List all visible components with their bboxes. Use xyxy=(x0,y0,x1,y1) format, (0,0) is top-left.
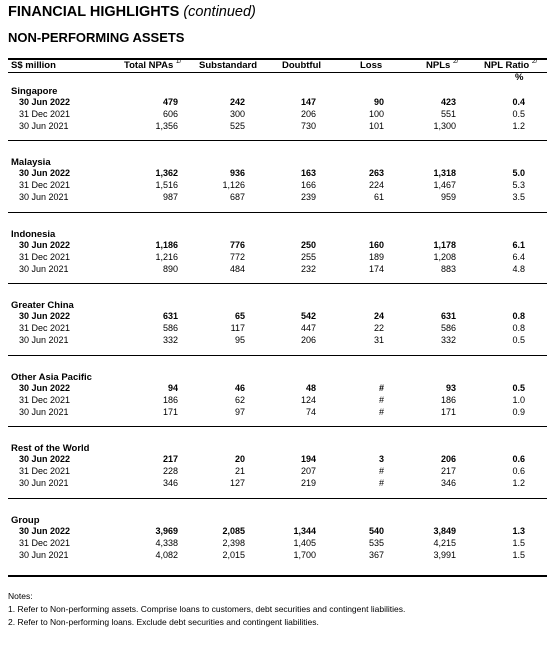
npls-cell: 3,849 xyxy=(433,526,456,536)
total-cell: 1,186 xyxy=(155,240,178,250)
loss-cell: 189 xyxy=(368,252,384,262)
npl-ratio-label: NPL Ratio xyxy=(484,60,530,71)
table-row xyxy=(0,180,554,192)
table-bottom-rule xyxy=(8,575,547,577)
region-name: Group xyxy=(11,515,40,526)
sub-cell: 2,398 xyxy=(222,538,245,548)
doubt-cell: 206 xyxy=(300,109,316,119)
total-cell: 606 xyxy=(162,109,178,119)
loss-cell: 224 xyxy=(368,180,384,190)
column-header-npl-ratio xyxy=(484,60,537,71)
table-row xyxy=(0,538,554,550)
doubt-cell: 48 xyxy=(305,383,316,393)
period-cell: 30 Jun 2022 xyxy=(19,383,71,393)
total-cell: 186 xyxy=(162,395,178,405)
sub-cell: 776 xyxy=(229,240,245,250)
npls-cell: 186 xyxy=(440,395,456,405)
sub-cell: 127 xyxy=(229,478,245,488)
region-name: Greater China xyxy=(11,300,74,311)
loss-cell: 22 xyxy=(373,323,384,333)
loss-cell: 535 xyxy=(368,538,384,548)
doubt-cell: 147 xyxy=(300,97,316,107)
note-1: 1. Refer to Non-performing assets. Comprise loans to customers, debt securities and contingent liabilities. xyxy=(8,604,406,614)
table-row xyxy=(0,121,554,133)
npls-cell: 423 xyxy=(440,97,456,107)
table-row xyxy=(0,550,554,562)
doubt-cell: 447 xyxy=(300,323,316,333)
title-suffix: (continued) xyxy=(183,4,256,20)
total-cell: 987 xyxy=(162,192,178,202)
period-cell: 30 Jun 2021 xyxy=(19,192,69,202)
ratio-cell: 1.0 xyxy=(512,395,525,405)
npls-cell: 206 xyxy=(440,454,456,464)
period-cell: 31 Dec 2021 xyxy=(19,109,71,119)
total-cell: 479 xyxy=(162,97,178,107)
total-cell: 346 xyxy=(162,478,178,488)
table-row xyxy=(0,526,554,538)
npls-cell: 1,467 xyxy=(433,180,456,190)
ratio-cell: 4.8 xyxy=(512,264,525,274)
table-row xyxy=(0,192,554,204)
doubt-cell: 207 xyxy=(300,466,316,476)
sub-cell: 1,126 xyxy=(222,180,245,190)
section-divider xyxy=(8,140,547,141)
note-2: 2. Refer to Non-performing loans. Exclude debt securities and contingent liabilities. xyxy=(8,617,319,627)
npls-cell: 1,300 xyxy=(433,121,456,131)
loss-cell: 24 xyxy=(373,311,384,321)
period-cell: 30 Jun 2021 xyxy=(19,121,69,131)
period-cell: 30 Jun 2022 xyxy=(19,454,71,464)
table-row xyxy=(0,264,554,276)
period-cell: 31 Dec 2021 xyxy=(19,180,71,190)
doubt-cell: 239 xyxy=(300,192,316,202)
total-cell: 332 xyxy=(162,335,178,345)
period-cell: 30 Jun 2021 xyxy=(19,550,69,560)
doubt-cell: 166 xyxy=(300,180,316,190)
column-header-doubtful: Doubtful xyxy=(282,60,322,71)
period-cell: 31 Dec 2021 xyxy=(19,395,71,405)
total-cell: 1,516 xyxy=(155,180,178,190)
npls-cell: 93 xyxy=(445,383,456,393)
notes-heading: Notes: xyxy=(8,591,33,601)
total-cell: 586 xyxy=(162,323,178,333)
ratio-cell: 5.3 xyxy=(512,180,525,190)
page-title xyxy=(8,4,256,20)
sub-cell: 95 xyxy=(234,335,245,345)
loss-cell: 3 xyxy=(378,454,384,464)
period-cell: 31 Dec 2021 xyxy=(19,252,71,262)
table-row xyxy=(0,478,554,490)
sub-cell: 936 xyxy=(229,168,245,178)
npls-cell: 332 xyxy=(440,335,456,345)
ratio-cell: 0.8 xyxy=(512,323,525,333)
total-cell: 890 xyxy=(162,264,178,274)
total-npas-label: Total NPAs xyxy=(124,60,174,71)
total-npas-footnote: 1/ xyxy=(175,58,182,65)
ratio-cell: 6.1 xyxy=(512,240,525,250)
loss-cell: 263 xyxy=(368,168,384,178)
npls-footnote: 2/ xyxy=(452,58,459,65)
loss-cell: # xyxy=(378,478,384,488)
period-cell: 30 Jun 2022 xyxy=(19,240,71,250)
ratio-cell: 1.5 xyxy=(512,550,525,560)
total-cell: 94 xyxy=(167,383,178,393)
loss-cell: # xyxy=(378,395,384,405)
doubt-cell: 232 xyxy=(300,264,316,274)
section-divider xyxy=(8,283,547,284)
sub-cell: 772 xyxy=(229,252,245,262)
ratio-cell: 1.2 xyxy=(512,478,525,488)
period-cell: 30 Jun 2022 xyxy=(19,97,71,107)
doubt-cell: 163 xyxy=(300,168,316,178)
doubt-cell: 124 xyxy=(300,395,316,405)
column-header-loss: Loss xyxy=(360,60,383,71)
period-cell: 30 Jun 2021 xyxy=(19,478,69,488)
loss-cell: 160 xyxy=(368,240,384,250)
title-text: FINANCIAL HIGHLIGHTS xyxy=(8,4,180,20)
total-cell: 217 xyxy=(162,454,178,464)
ratio-cell: 1.2 xyxy=(512,121,525,131)
table-row xyxy=(0,109,554,121)
ratio-cell: 0.8 xyxy=(512,311,525,321)
ratio-cell: 1.5 xyxy=(512,538,525,548)
npls-cell: 1,318 xyxy=(433,168,456,178)
sub-cell: 242 xyxy=(229,97,245,107)
table-row xyxy=(0,252,554,264)
total-cell: 3,969 xyxy=(155,526,178,536)
sub-cell: 21 xyxy=(234,466,245,476)
loss-cell: 90 xyxy=(373,97,384,107)
sub-cell: 20 xyxy=(234,454,245,464)
ratio-cell: 0.6 xyxy=(512,466,525,476)
table-row xyxy=(0,323,554,335)
column-header-substandard: Substandard xyxy=(199,60,258,71)
npls-cell: 3,991 xyxy=(433,550,456,560)
doubt-cell: 74 xyxy=(305,407,316,417)
npls-label: NPLs xyxy=(426,60,451,71)
sub-cell: 117 xyxy=(230,323,245,333)
sub-cell: 484 xyxy=(229,264,245,274)
table-row xyxy=(0,168,554,180)
doubt-cell: 255 xyxy=(300,252,316,262)
doubt-cell: 542 xyxy=(300,311,316,321)
sub-cell: 65 xyxy=(234,311,245,321)
table-row xyxy=(0,407,554,419)
total-cell: 1,356 xyxy=(155,121,178,131)
region-name: Malaysia xyxy=(11,157,51,168)
doubt-cell: 194 xyxy=(300,454,316,464)
section-divider xyxy=(8,355,547,356)
period-cell: 30 Jun 2022 xyxy=(19,526,71,536)
npls-cell: 4,215 xyxy=(433,538,456,548)
sub-cell: 97 xyxy=(234,407,245,417)
region-name: Other Asia Pacific xyxy=(11,372,92,383)
column-header-label: S$ million xyxy=(11,60,56,71)
region-name: Singapore xyxy=(11,86,58,97)
table-row xyxy=(0,383,554,395)
npl-ratio-unit: % xyxy=(515,72,524,83)
ratio-cell: 0.9 xyxy=(512,407,525,417)
sub-cell: 2,085 xyxy=(222,526,245,536)
ratio-cell: 1.3 xyxy=(512,526,525,536)
table-row xyxy=(0,466,554,478)
sub-cell: 525 xyxy=(229,121,245,131)
npls-cell: 883 xyxy=(440,264,456,274)
loss-cell: 367 xyxy=(368,550,384,560)
doubt-cell: 206 xyxy=(300,335,316,345)
npl-ratio-footnote: 2/ xyxy=(531,58,538,65)
total-cell: 1,216 xyxy=(155,252,178,262)
total-cell: 4,082 xyxy=(155,550,178,560)
table-row xyxy=(0,335,554,347)
period-cell: 30 Jun 2022 xyxy=(19,168,71,178)
sub-cell: 62 xyxy=(234,395,245,405)
total-cell: 631 xyxy=(162,311,178,321)
column-header-total-npas xyxy=(124,60,181,71)
loss-cell: 101 xyxy=(368,121,384,131)
loss-cell: 61 xyxy=(373,192,384,202)
table-row xyxy=(0,454,554,466)
period-cell: 30 Jun 2021 xyxy=(19,407,69,417)
sub-cell: 46 xyxy=(234,383,245,393)
sub-cell: 300 xyxy=(229,109,245,119)
doubt-cell: 730 xyxy=(300,121,316,131)
section-divider xyxy=(8,212,547,213)
npls-cell: 631 xyxy=(440,311,456,321)
ratio-cell: 0.6 xyxy=(512,454,525,464)
doubt-cell: 1,405 xyxy=(293,538,316,548)
loss-cell: 174 xyxy=(368,264,384,274)
ratio-cell: 0.4 xyxy=(512,97,525,107)
total-cell: 1,362 xyxy=(155,168,178,178)
page-subtitle: NON-PERFORMING ASSETS xyxy=(8,30,185,45)
loss-cell: # xyxy=(378,466,384,476)
total-cell: 171 xyxy=(162,407,178,417)
period-cell: 30 Jun 2021 xyxy=(19,335,69,345)
npls-cell: 346 xyxy=(440,478,456,488)
column-header-npls xyxy=(426,60,458,71)
period-cell: 31 Dec 2021 xyxy=(19,466,71,476)
table-row xyxy=(0,240,554,252)
table-row xyxy=(0,311,554,323)
period-cell: 30 Jun 2022 xyxy=(19,311,71,321)
doubt-cell: 219 xyxy=(300,478,316,488)
total-cell: 4,338 xyxy=(155,538,178,548)
npls-cell: 959 xyxy=(440,192,456,202)
loss-cell: 31 xyxy=(373,335,384,345)
ratio-cell: 0.5 xyxy=(512,383,525,393)
doubt-cell: 1,700 xyxy=(293,550,316,560)
loss-cell: 540 xyxy=(368,526,384,536)
section-divider xyxy=(8,498,547,499)
doubt-cell: 250 xyxy=(300,240,316,250)
loss-cell: 100 xyxy=(368,109,384,119)
ratio-cell: 5.0 xyxy=(512,168,525,178)
region-name: Rest of the World xyxy=(11,443,90,454)
npls-cell: 551 xyxy=(440,109,456,119)
region-name: Indonesia xyxy=(11,229,56,240)
table-row xyxy=(0,395,554,407)
header-rule xyxy=(8,72,547,73)
npls-cell: 171 xyxy=(440,407,456,417)
period-cell: 30 Jun 2021 xyxy=(19,264,69,274)
period-cell: 31 Dec 2021 xyxy=(19,323,71,333)
doubt-cell: 1,344 xyxy=(293,526,316,536)
sub-cell: 687 xyxy=(229,192,245,202)
loss-cell: # xyxy=(378,383,384,393)
total-cell: 228 xyxy=(162,466,178,476)
sub-cell: 2,015 xyxy=(222,550,245,560)
table-top-rule xyxy=(8,58,547,60)
ratio-cell: 0.5 xyxy=(512,335,525,345)
npls-cell: 217 xyxy=(440,466,456,476)
loss-cell: # xyxy=(378,407,384,417)
period-cell: 31 Dec 2021 xyxy=(19,538,71,548)
ratio-cell: 3.5 xyxy=(512,192,525,202)
section-divider xyxy=(8,426,547,427)
npls-cell: 586 xyxy=(440,323,456,333)
notes xyxy=(8,590,405,629)
npls-cell: 1,178 xyxy=(433,240,456,250)
table-row xyxy=(0,97,554,109)
npls-cell: 1,208 xyxy=(433,252,456,262)
ratio-cell: 6.4 xyxy=(512,252,525,262)
ratio-cell: 0.5 xyxy=(512,109,525,119)
